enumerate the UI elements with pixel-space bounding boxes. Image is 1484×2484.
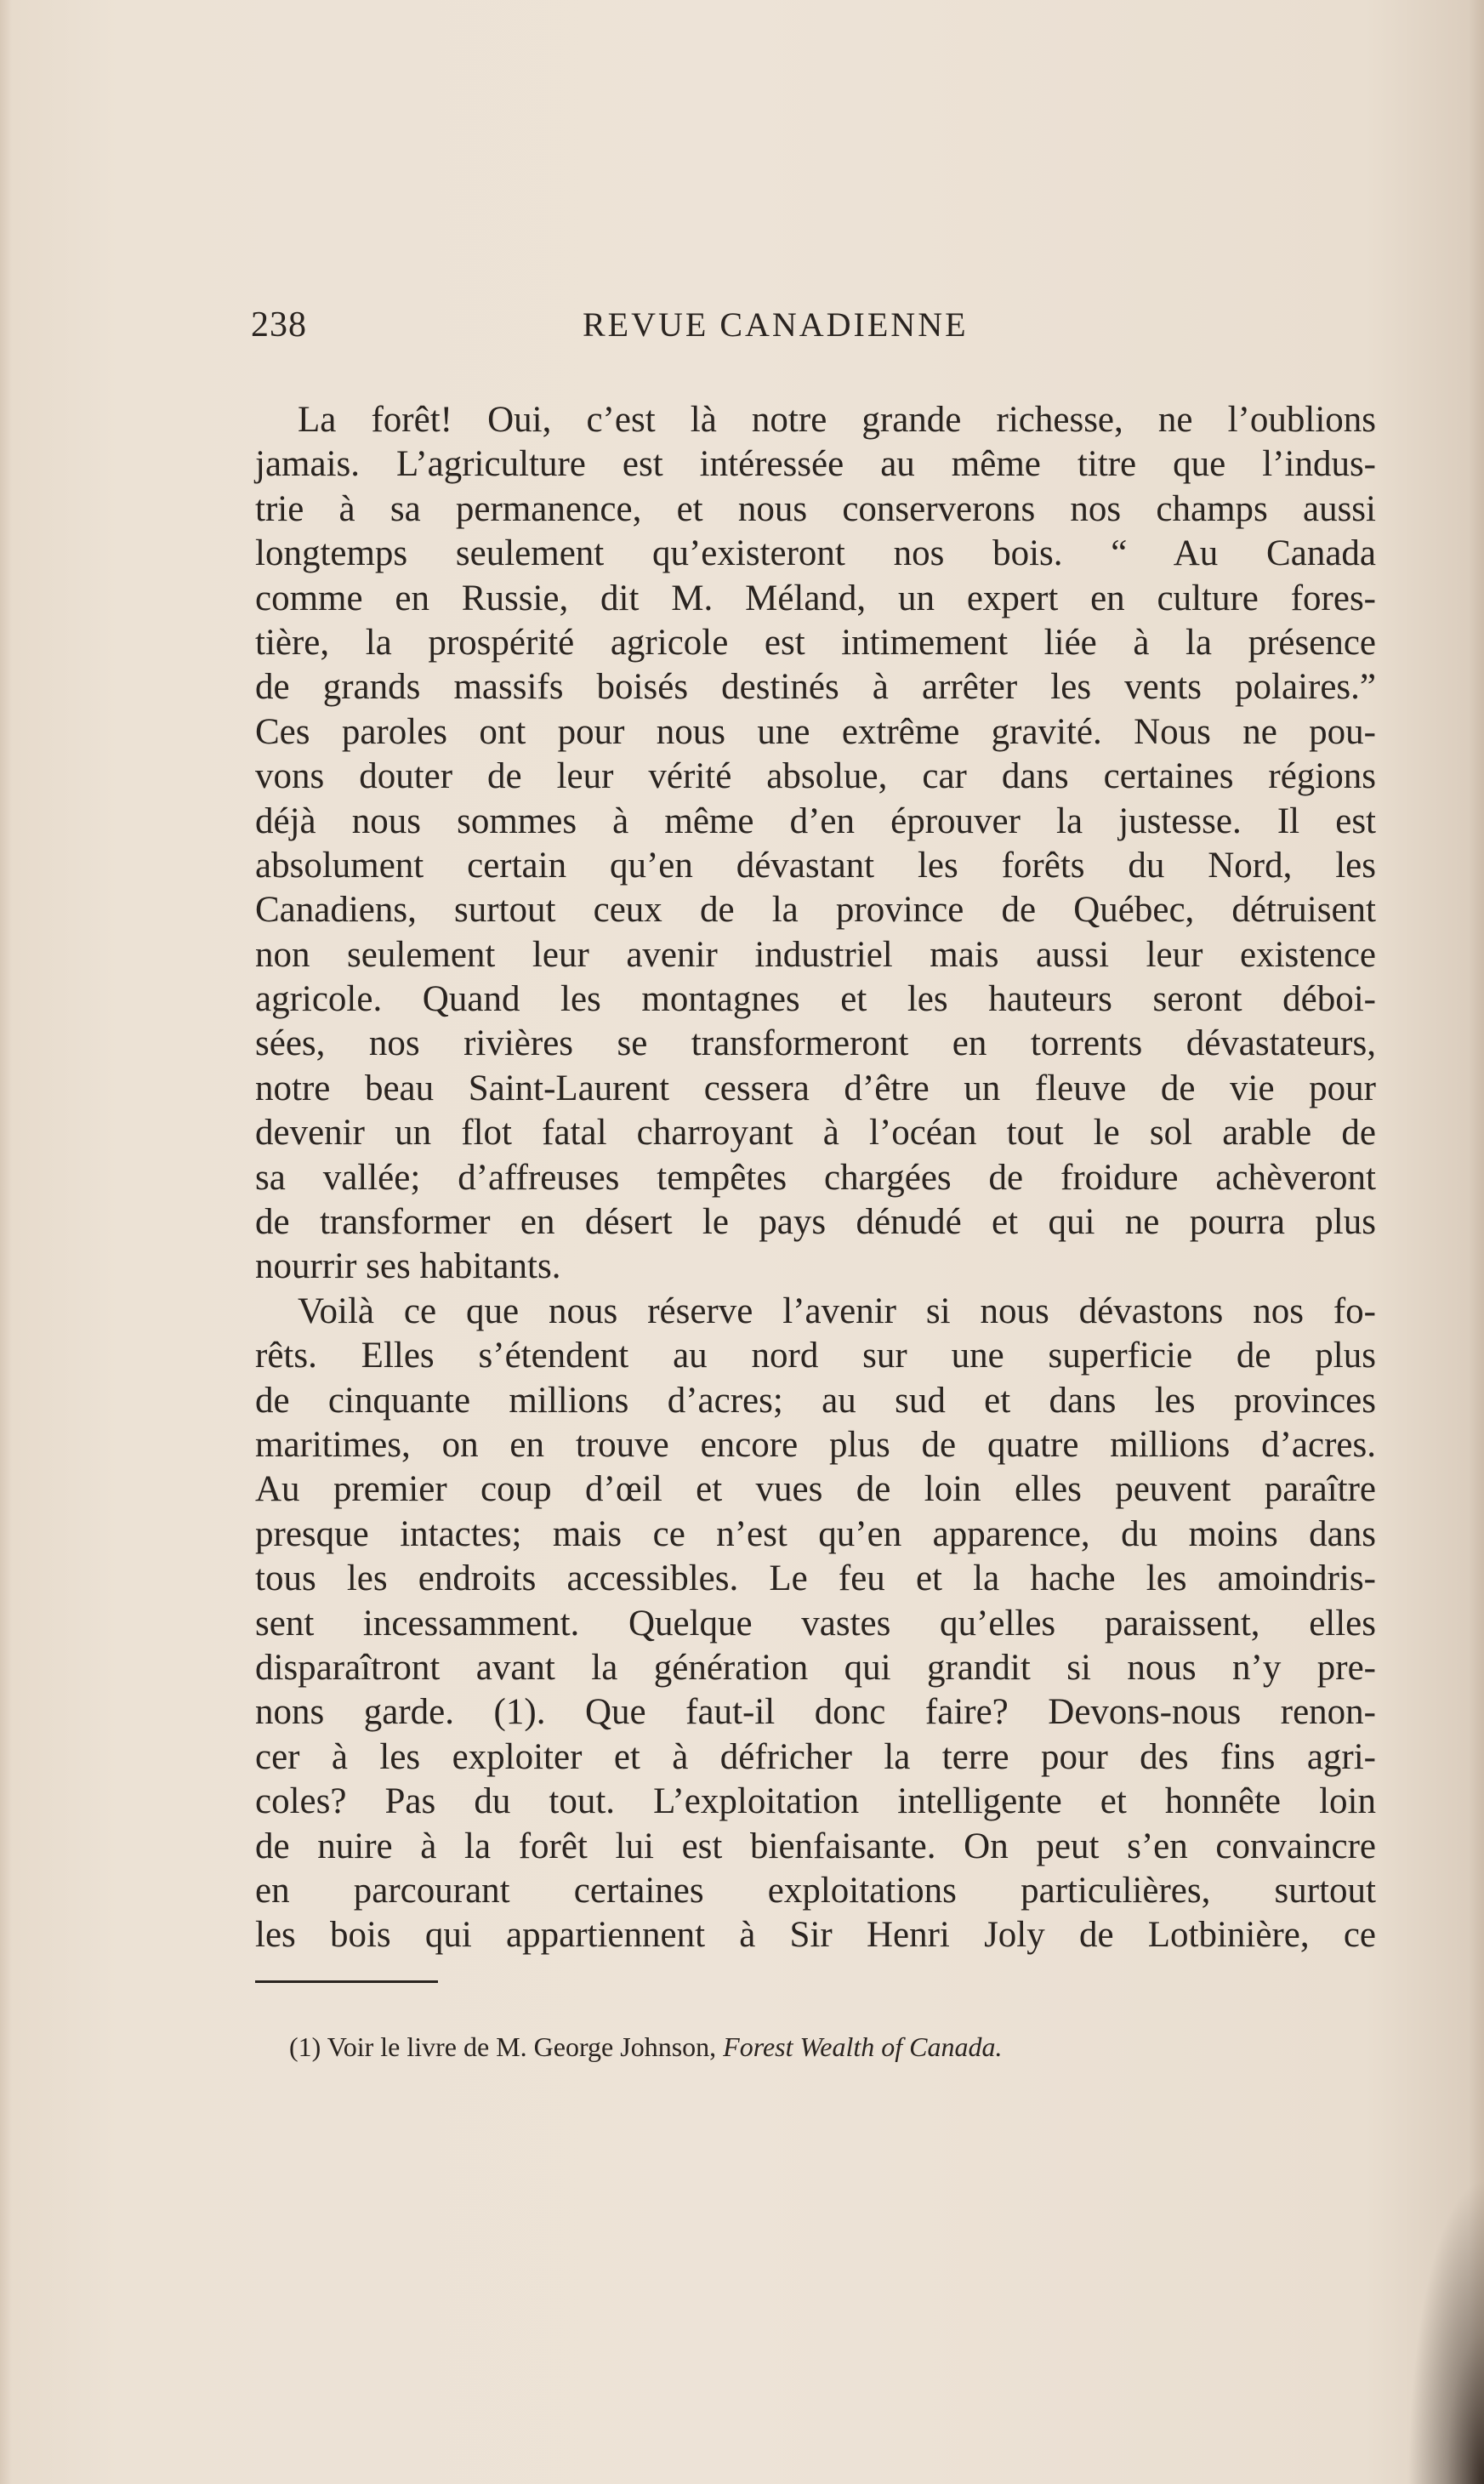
text-line: sent incessamment. Quelque vastes qu’elles paraissent, elles	[255, 1603, 1376, 1644]
text-line: rêts. Elles s’étendent au nord sur une superficie de plus	[255, 1336, 1376, 1376]
footnote-rule	[255, 1980, 438, 1983]
text-line: longtemps seulement qu’existeront nos bois. “ Au Canada	[255, 533, 1376, 574]
text-line: de transformer en désert le pays dénudé et qui ne pourra plus	[255, 1202, 1376, 1243]
text-line: déjà nous sommes à même d’en éprouver la justesse. Il est	[255, 800, 1376, 841]
text-line: non seulement leur avenir industriel mais aussi leur existence	[255, 934, 1376, 975]
body-text	[255, 398, 1376, 1958]
text-line: Voilà ce que nous réserve l’avenir si nous dévastons nos fo-	[298, 1290, 1376, 1331]
footnote-text: Voir le livre de M. George Johnson,	[327, 2031, 717, 2062]
text-line: disparaîtront avant la génération qui grandit si nous n’y pre-	[255, 1647, 1376, 1688]
text-line: trie à sa permanence, et nous conserverons nos champs aussi	[255, 488, 1376, 529]
page-left-edge	[0, 0, 12, 2484]
text-line: absolument certain qu’en dévastant les forêts du Nord, les	[255, 845, 1376, 886]
text-line: comme en Russie, dit M. Méland, un expert en culture fores-	[255, 578, 1376, 618]
text-line: vons douter de leur vérité absolue, car dans certaines régions	[255, 756, 1376, 797]
page-header	[251, 305, 1042, 356]
text-line: Ces paroles ont pour nous une extrême gravité. Nous ne pou-	[255, 711, 1376, 752]
footnote-book-title: Forest Wealth of Canada.	[723, 2031, 1003, 2062]
text-line: Canadiens, surtout ceux de la province de Québec, détruisent	[255, 890, 1376, 931]
text-line: sées, nos rivières se transformeront en torrents dévastateurs,	[255, 1023, 1376, 1064]
page-right-edge	[1469, 0, 1484, 2484]
text-line: La forêt! Oui, c’est là notre grande richesse, ne l’oublions	[298, 400, 1376, 440]
text-line: nons garde. (1). Que faut-il donc faire? Devons-nous renon-	[255, 1692, 1376, 1733]
text-line: maritimes, on en trouve encore plus de quatre millions d’acres.	[255, 1424, 1376, 1465]
text-line: cer à les exploiter et à défricher la terre pour des fins agri-	[255, 1736, 1376, 1777]
text-line: agricole. Quand les montagnes et les hauteurs seront déboi-	[255, 979, 1376, 1020]
text-line: sa vallée; d’affreuses tempêtes chargées de froidure achèveront	[255, 1157, 1376, 1198]
footnote	[289, 2031, 1002, 2063]
text-line: de nuire à la forêt lui est bienfaisante. On peut s’en convaincre	[255, 1826, 1376, 1866]
text-line: nourrir ses habitants.	[255, 1246, 561, 1287]
text-line: de grands massifs boisés destinés à arrêter les vents polaires.”	[255, 667, 1376, 708]
text-line: Au premier coup d’œil et vues de loin elles peuvent paraître	[255, 1469, 1376, 1510]
text-line: jamais. L’agriculture est intéressée au même titre que l’indus-	[255, 444, 1376, 485]
text-line: presque intactes; mais ce n’est qu’en apparence, du moins dans	[255, 1513, 1376, 1554]
running-head: REVUE CANADIENNE	[583, 305, 969, 344]
text-line: en parcourant certaines exploitations particulières, surtout	[255, 1870, 1376, 1911]
text-line: de cinquante millions d’acres; au sud et dans les provinces	[255, 1380, 1376, 1421]
page-number: 238	[251, 305, 307, 345]
text-line: tous les endroits accessibles. Le feu et la hache les amoindris-	[255, 1558, 1376, 1599]
text-line: notre beau Saint-Laurent cessera d’être un fleuve de vie pour	[255, 1068, 1376, 1108]
binding-shadow	[1407, 2178, 1484, 2484]
text-line: les bois qui appartiennent à Sir Henri Joly de Lotbinière, ce	[255, 1915, 1376, 1956]
text-line: tière, la prospérité agricole est intimement liée à la présence	[255, 622, 1376, 663]
footnote-marker: (1)	[289, 2031, 321, 2062]
text-line: coles? Pas du tout. L’exploitation intelligente et honnête loin	[255, 1781, 1376, 1822]
text-line: devenir un flot fatal charroyant à l’océan tout le sol arable de	[255, 1113, 1376, 1154]
